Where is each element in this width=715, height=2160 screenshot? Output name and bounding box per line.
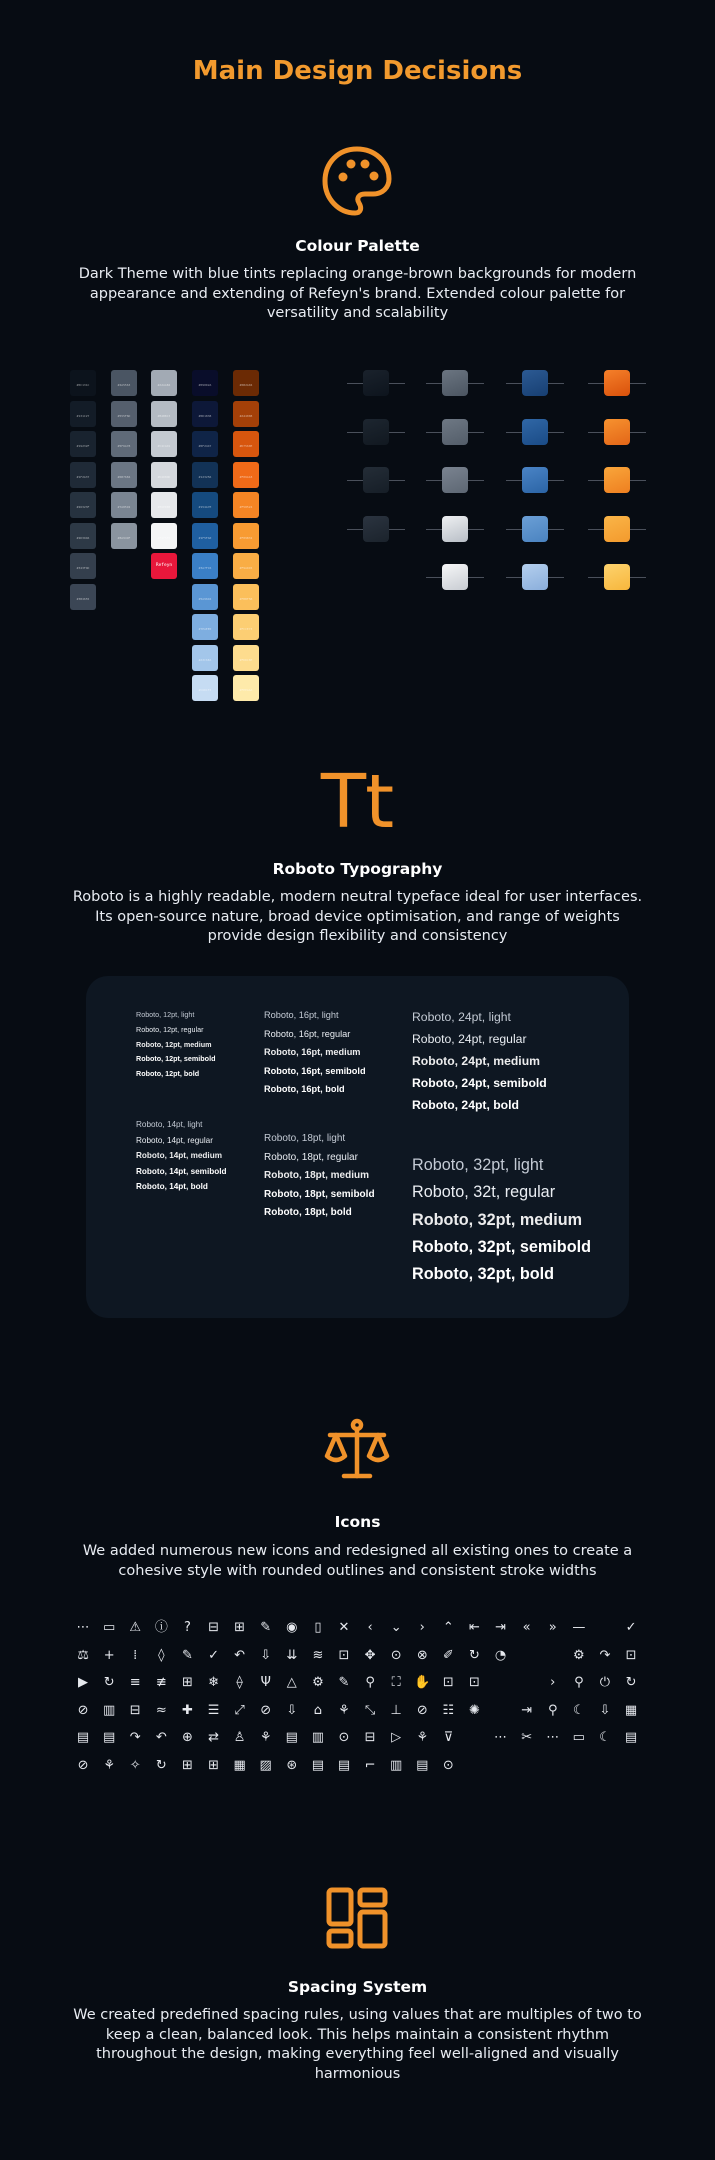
palette-swatch	[111, 462, 137, 488]
type-sample: Roboto, 14pt, semibold	[136, 1166, 227, 1176]
ui-icon: ▶	[78, 1675, 89, 1691]
icons-title: Icons	[334, 1513, 381, 1531]
ui-icon: ⊞	[208, 1757, 219, 1773]
palette-swatch	[151, 553, 177, 579]
ui-icon: ⊞	[181, 1757, 193, 1773]
ui-icon: ⊡	[338, 1647, 350, 1663]
type-sample: Roboto, 18pt, semibold	[264, 1188, 375, 1200]
ui-icon: ♙	[233, 1730, 246, 1746]
ui-icon: ▤	[337, 1757, 351, 1773]
ui-icon: ?	[183, 1620, 191, 1636]
type-sample: Roboto, 14pt, medium	[136, 1151, 222, 1161]
typography-description: Roboto is a highly readable, modern neutral typeface ideal for user interfaces. Its open-source nature, broad device optimisation, and range of weights provide design flexibility and consistency	[72, 889, 643, 944]
ui-icon: ⊟	[208, 1620, 219, 1636]
ui-icon: ⌐	[364, 1757, 376, 1773]
type-sample: Roboto, 18pt, light	[264, 1133, 346, 1144]
swatch-hex: #4A5563	[117, 383, 131, 387]
ui-icon: ⚲	[574, 1675, 584, 1691]
ui-icon: ☰	[207, 1702, 220, 1718]
ui-icon: ≡	[129, 1675, 141, 1691]
ui-icon: ▤	[624, 1730, 638, 1746]
ui-icon: ⊡	[442, 1675, 454, 1691]
gradient-swatch	[604, 419, 630, 445]
ui-icon: ↻	[625, 1675, 637, 1691]
gradient-swatch	[522, 467, 548, 493]
gradient-swatch	[604, 370, 630, 396]
palette-swatch	[70, 401, 96, 427]
swatch-hex: #F58524	[239, 505, 253, 509]
ui-icon: △	[286, 1675, 297, 1691]
ui-icon: ⚙	[312, 1675, 324, 1691]
swatch-hex: #6B2A04	[239, 383, 253, 387]
type-sample: Roboto, 24pt, regular	[412, 1032, 527, 1046]
gradient-swatch	[522, 516, 548, 542]
palette-swatch	[192, 492, 218, 518]
gradient-swatch	[442, 370, 468, 396]
swatch-hex: #26323F	[76, 505, 90, 509]
ui-icon: —	[572, 1620, 586, 1636]
ui-icon: ⊞	[234, 1620, 246, 1636]
swatch-hex: #2D3946	[76, 535, 90, 540]
swatch-hex: #FCCE73	[239, 627, 253, 631]
ui-icon: ⏻	[599, 1675, 611, 1691]
swatch-hex: #7EAEE0	[198, 627, 212, 631]
ui-icon: ⋯	[546, 1730, 560, 1746]
ui-icon: ⊟	[364, 1730, 376, 1746]
ui-icon: ⋯	[494, 1730, 508, 1746]
ui-icon: Ψ	[260, 1675, 271, 1691]
type-sample: Roboto, 24pt, medium	[412, 1054, 540, 1068]
icon-set-grid	[70, 1614, 645, 1779]
ui-icon: ⛶	[391, 1675, 401, 1691]
ui-icon: ↶	[155, 1730, 167, 1746]
ui-icon: ✚	[181, 1702, 193, 1718]
ui-icon: ⊞	[181, 1675, 193, 1691]
layout-icon	[307, 1887, 407, 1949]
spacing-description: We created predefined spacing rules, using values that are multiples of two to keep a clean, balanced look. This helps maintain a consistent rhythm throughout the design, making everything feel well-aligned and visually harmonious	[73, 2007, 642, 2082]
type-sample: Roboto, 18pt, medium	[264, 1170, 369, 1182]
palette-swatch	[233, 553, 259, 579]
ui-icon: ⚖	[77, 1647, 89, 1663]
ui-icon: ⁞	[133, 1647, 138, 1663]
palette-swatch	[151, 401, 177, 427]
ui-icon: ⇥	[495, 1620, 506, 1636]
palette-swatch	[233, 523, 259, 549]
ui-icon: ◊	[158, 1647, 165, 1663]
ui-icon: ▯	[314, 1620, 322, 1636]
palette-swatch	[192, 614, 218, 640]
palette-swatch	[192, 675, 218, 701]
page-title: Main Design Decisions	[192, 56, 523, 86]
ui-icon: ⇩	[599, 1702, 611, 1718]
palette-swatch	[70, 553, 96, 579]
type-sample: Roboto, 16pt, medium	[264, 1047, 361, 1058]
gradient-swatch	[604, 564, 630, 590]
type-sample: Roboto, 32pt, bold	[412, 1265, 555, 1284]
ui-icon: ✋	[414, 1675, 431, 1691]
palette-swatch	[70, 492, 96, 518]
gradient-swatch	[442, 564, 468, 590]
ui-icon: ▤	[285, 1730, 298, 1746]
gradient-swatch	[363, 516, 389, 542]
palette-swatch	[233, 462, 259, 488]
ui-icon: ›	[419, 1620, 425, 1636]
gradient-swatch	[604, 467, 630, 493]
type-sample: Roboto, 24pt, light	[412, 1010, 511, 1024]
ui-icon: ⚲	[365, 1675, 375, 1691]
palette-swatch	[192, 462, 218, 488]
palette-swatch	[70, 523, 96, 549]
palette-swatch	[70, 462, 96, 488]
type-sample: Roboto, 16pt, semibold	[264, 1065, 366, 1076]
ui-icon: ⊘	[260, 1702, 272, 1718]
palette-icon	[307, 145, 407, 217]
ui-icon: ⤡	[364, 1702, 376, 1718]
swatch-hex: #B4BBC3	[157, 413, 171, 418]
ui-icon: ◉	[286, 1620, 298, 1636]
type-sample: Roboto, 12pt, bold	[136, 1069, 200, 1079]
ui-icon: ⊙	[442, 1757, 454, 1773]
ui-icon: ≢	[155, 1675, 167, 1691]
swatch-hex: #555F6D	[117, 413, 131, 418]
ui-icon: ⚘	[259, 1730, 272, 1746]
ui-icon: ✐	[442, 1647, 454, 1663]
ui-icon: ❄	[208, 1675, 219, 1691]
palette-swatch	[151, 462, 177, 488]
type-sample: Roboto, 32pt, semibold	[412, 1237, 591, 1256]
type-sample: Roboto, 24pt, bold	[412, 1098, 519, 1112]
type-sample: Roboto, 18pt, bold	[264, 1207, 352, 1219]
spacing-title: Spacing System	[287, 1978, 428, 1996]
type-sample: Roboto, 12pt, regular	[136, 1024, 204, 1034]
swatch-hex: #F4F5F6	[157, 535, 171, 540]
palette-swatch	[111, 431, 137, 457]
palette-swatch	[233, 431, 259, 457]
palette-swatch	[151, 523, 177, 549]
ui-icon: ⌂	[313, 1702, 323, 1718]
typography-icon: Tt	[320, 759, 394, 845]
ui-icon: ✂	[521, 1730, 533, 1746]
palette-swatch	[70, 431, 96, 457]
swatch-hex: #131C27	[76, 413, 90, 418]
ui-icon: ✕	[338, 1620, 350, 1636]
type-sample: Roboto, 14pt, regular	[136, 1135, 213, 1145]
palette-swatch	[192, 431, 218, 457]
palette-swatch	[233, 584, 259, 610]
swatch-hex: #E6E8EB	[157, 505, 171, 509]
ui-icon: «	[522, 1620, 531, 1636]
ui-icon: ▨	[259, 1757, 272, 1773]
palette-swatch	[233, 492, 259, 518]
colour-palette-title: Colour Palette	[295, 237, 420, 255]
palette-swatch	[151, 370, 177, 396]
colour-palette-description: Dark Theme with blue tints replacing orange-brown backgrounds for modern appearance and extending of Refeyn's brand. Extended colour palette for versatility and scalability	[78, 266, 637, 321]
type-sample: Roboto, 32t, regular	[412, 1183, 556, 1202]
ui-icon: ⋯	[76, 1620, 90, 1636]
ui-icon: ↶	[234, 1647, 246, 1663]
icons-description: We added numerous new icons and redesigned all existing ones to create a cohesive style with rounded outlines and consistent stroke widths	[82, 1543, 633, 1579]
ui-icon: ▤	[76, 1730, 90, 1746]
ui-icon: ▥	[390, 1757, 403, 1773]
ui-icon: ⌃	[442, 1620, 454, 1636]
palette-swatch	[192, 645, 218, 671]
swatch-hex: #F06A18	[239, 474, 253, 479]
gradient-swatch	[604, 516, 630, 542]
typography-title: Roboto Typography	[272, 860, 443, 878]
swatch-hex: #A3C6EA	[198, 657, 212, 662]
ui-icon: ⇩	[286, 1702, 298, 1718]
swatch-hex: #7A8592	[117, 505, 131, 509]
ui-icon: ⊘	[77, 1757, 89, 1773]
ui-icon: ⊘	[416, 1702, 428, 1718]
palette-swatch	[192, 370, 218, 396]
ui-icon: ⊽	[443, 1730, 454, 1746]
palette-swatch	[233, 645, 259, 671]
swatch-hex: #0D1838	[198, 413, 212, 418]
type-sample: Roboto, 12pt, semibold	[136, 1054, 216, 1064]
swatch-hex: #A44008	[239, 413, 253, 418]
swatch-hex: #6B7684	[117, 474, 131, 479]
gradient-swatch	[363, 370, 389, 396]
ui-icon: ⇄	[208, 1730, 219, 1746]
ui-icon: ☾	[599, 1730, 611, 1746]
ui-icon: ⊙	[338, 1730, 350, 1746]
gradient-swatch	[363, 467, 389, 493]
swatch-hex: #D7560E	[239, 444, 253, 448]
palette-swatch	[111, 523, 137, 549]
ui-icon: ◔	[494, 1647, 507, 1663]
ui-icon: ⇥	[521, 1702, 533, 1718]
palette-swatch	[192, 523, 218, 549]
swatch-hex: #C4CAD1	[157, 444, 171, 448]
gradient-swatch	[522, 419, 548, 445]
swatch-hex: #154A7E	[198, 505, 212, 509]
swatch-hex: #3B4655	[76, 596, 90, 601]
typography-samples-card	[86, 976, 629, 1318]
ui-icon: ▥	[102, 1702, 116, 1718]
gradient-swatch	[442, 516, 468, 542]
ui-icon: ✎	[338, 1675, 350, 1691]
gradient-swatch	[442, 419, 468, 445]
ui-icon: ▤	[311, 1757, 325, 1773]
swatch-hex: #F9AD45	[239, 566, 253, 570]
ui-icon: ☷	[442, 1702, 455, 1718]
ui-icon: ⊟	[129, 1702, 141, 1718]
ui-icon: +	[103, 1647, 115, 1663]
type-sample: Roboto, 12pt, light	[136, 1010, 195, 1019]
ui-icon: ↷	[599, 1647, 611, 1663]
type-sample: Roboto, 18pt, regular	[264, 1151, 358, 1163]
ui-icon: ↷	[129, 1730, 141, 1746]
ui-icon: ⇤	[469, 1620, 480, 1636]
ui-icon: ▤	[102, 1730, 116, 1746]
swatch-hex: #5A96D4	[198, 596, 212, 601]
gradient-swatch	[363, 419, 389, 445]
swatch-hex: #19232F	[76, 444, 90, 448]
swatch-hex: #FDDC8E	[239, 657, 253, 662]
ui-icon: ⊡	[625, 1647, 637, 1663]
ui-icon: ✎	[260, 1620, 272, 1636]
swatch-hex: #FBBF5B	[239, 596, 253, 601]
ui-icon: ⊘	[77, 1702, 89, 1718]
ui-icon: ✓	[625, 1620, 637, 1636]
type-sample: Roboto, 14pt, light	[136, 1120, 203, 1129]
ui-icon: ‹	[367, 1620, 373, 1636]
swatch-hex: #1F5FA0	[198, 535, 212, 540]
ui-icon: ⇩	[260, 1647, 272, 1663]
ui-icon: ⌄	[390, 1620, 402, 1636]
type-sample: Roboto, 14pt, bold	[136, 1182, 208, 1192]
palette-swatch	[70, 370, 96, 396]
ui-icon: ⊡	[469, 1675, 480, 1691]
palette-swatch	[233, 675, 259, 701]
ui-icon: ›	[550, 1675, 556, 1691]
swatch-hex: #F89B32	[239, 535, 253, 540]
palette-swatch	[192, 401, 218, 427]
swatch-hex: #FEEAAA	[239, 688, 253, 692]
ui-icon: ⚲	[547, 1702, 558, 1718]
swatch-hex: #343F4D	[76, 566, 90, 570]
ui-icon: ⚙	[573, 1647, 585, 1663]
palette-swatch	[151, 492, 177, 518]
ui-icon: ⊗	[416, 1647, 428, 1663]
ui-icon: ✓	[208, 1647, 219, 1663]
type-sample: Roboto, 24pt, semibold	[412, 1076, 547, 1090]
type-sample: Roboto, 32pt, medium	[412, 1210, 582, 1229]
swatch-hex: #D4D8DD	[157, 474, 171, 479]
type-sample: Roboto, 16pt, light	[264, 1010, 339, 1020]
ui-icon: »	[548, 1620, 557, 1636]
ui-icon: ▷	[391, 1730, 402, 1746]
type-sample: Roboto, 12pt, medium	[136, 1039, 212, 1049]
palette-swatch	[111, 492, 137, 518]
ui-icon: ≋	[312, 1647, 324, 1663]
gradient-swatch	[522, 564, 548, 590]
swatch-hex: #090D2A	[198, 383, 212, 387]
ui-icon: ⓘ	[154, 1620, 168, 1636]
swatch-hex: #3A7FC6	[198, 566, 212, 570]
ui-icon: ▦	[624, 1702, 638, 1718]
palette-swatch	[233, 370, 259, 396]
gradient-swatch	[442, 467, 468, 493]
type-sample: Roboto, 32pt, light	[412, 1156, 544, 1174]
ui-icon: ⊙	[390, 1647, 402, 1663]
ui-icon: ⟠	[236, 1675, 243, 1691]
ui-icon: ↻	[469, 1647, 480, 1663]
ui-icon: ↻	[103, 1675, 115, 1691]
ui-icon: ⚘	[338, 1702, 350, 1718]
palette-swatch	[192, 584, 218, 610]
swatch-hex: #C6DCF3	[198, 688, 212, 692]
ui-icon: ⤢	[234, 1702, 245, 1718]
palette-swatch	[111, 401, 137, 427]
ui-icon: ✺	[469, 1702, 480, 1718]
swatch-hex: #0C131C	[76, 383, 90, 387]
type-sample: Roboto, 16pt, regular	[264, 1028, 351, 1039]
swatch-hex: #1F2A37	[76, 474, 90, 479]
ui-icon: ✎	[181, 1647, 193, 1663]
ui-icon: ▭	[572, 1730, 585, 1746]
palette-swatch	[233, 614, 259, 640]
swatch-hex: #123256	[198, 474, 212, 479]
ui-icon: ≈	[155, 1702, 167, 1718]
swatch-hex: #5F6A78	[117, 444, 131, 448]
ui-icon: ▤	[416, 1757, 429, 1773]
ui-icon: ⇊	[286, 1647, 298, 1663]
accent-swatch-label: Refeyn	[155, 563, 173, 568]
palette-swatch	[192, 553, 218, 579]
type-sample: Roboto, 16pt, bold	[264, 1084, 345, 1095]
ui-icon: ✧	[129, 1757, 141, 1773]
ui-icon: ⊥	[390, 1702, 402, 1718]
swatch-hex: #8A949F	[117, 535, 131, 540]
gradient-swatch	[522, 370, 548, 396]
palette-swatch	[233, 401, 259, 427]
ui-icon: ⚘	[416, 1730, 429, 1746]
ui-icon: ⚠	[129, 1620, 142, 1636]
swatch-hex: #A2AAB4	[157, 383, 171, 387]
palette-swatch	[70, 584, 96, 610]
ui-icon: ☾	[573, 1702, 585, 1718]
palette-swatch	[151, 431, 177, 457]
ui-icon: ⚘	[103, 1757, 115, 1773]
ui-icon: ▦	[233, 1757, 246, 1773]
ui-icon: ↻	[155, 1757, 167, 1773]
swatch-hex: #0F2447	[198, 444, 212, 448]
palette-swatch	[111, 370, 137, 396]
ui-icon: ✥	[364, 1647, 376, 1663]
ui-icon: ▥	[311, 1730, 325, 1746]
ui-icon: ⊕	[181, 1730, 193, 1746]
scale-icon	[307, 1418, 407, 1482]
ui-icon: ▭	[102, 1620, 116, 1636]
ui-icon: ⊛	[286, 1757, 298, 1773]
